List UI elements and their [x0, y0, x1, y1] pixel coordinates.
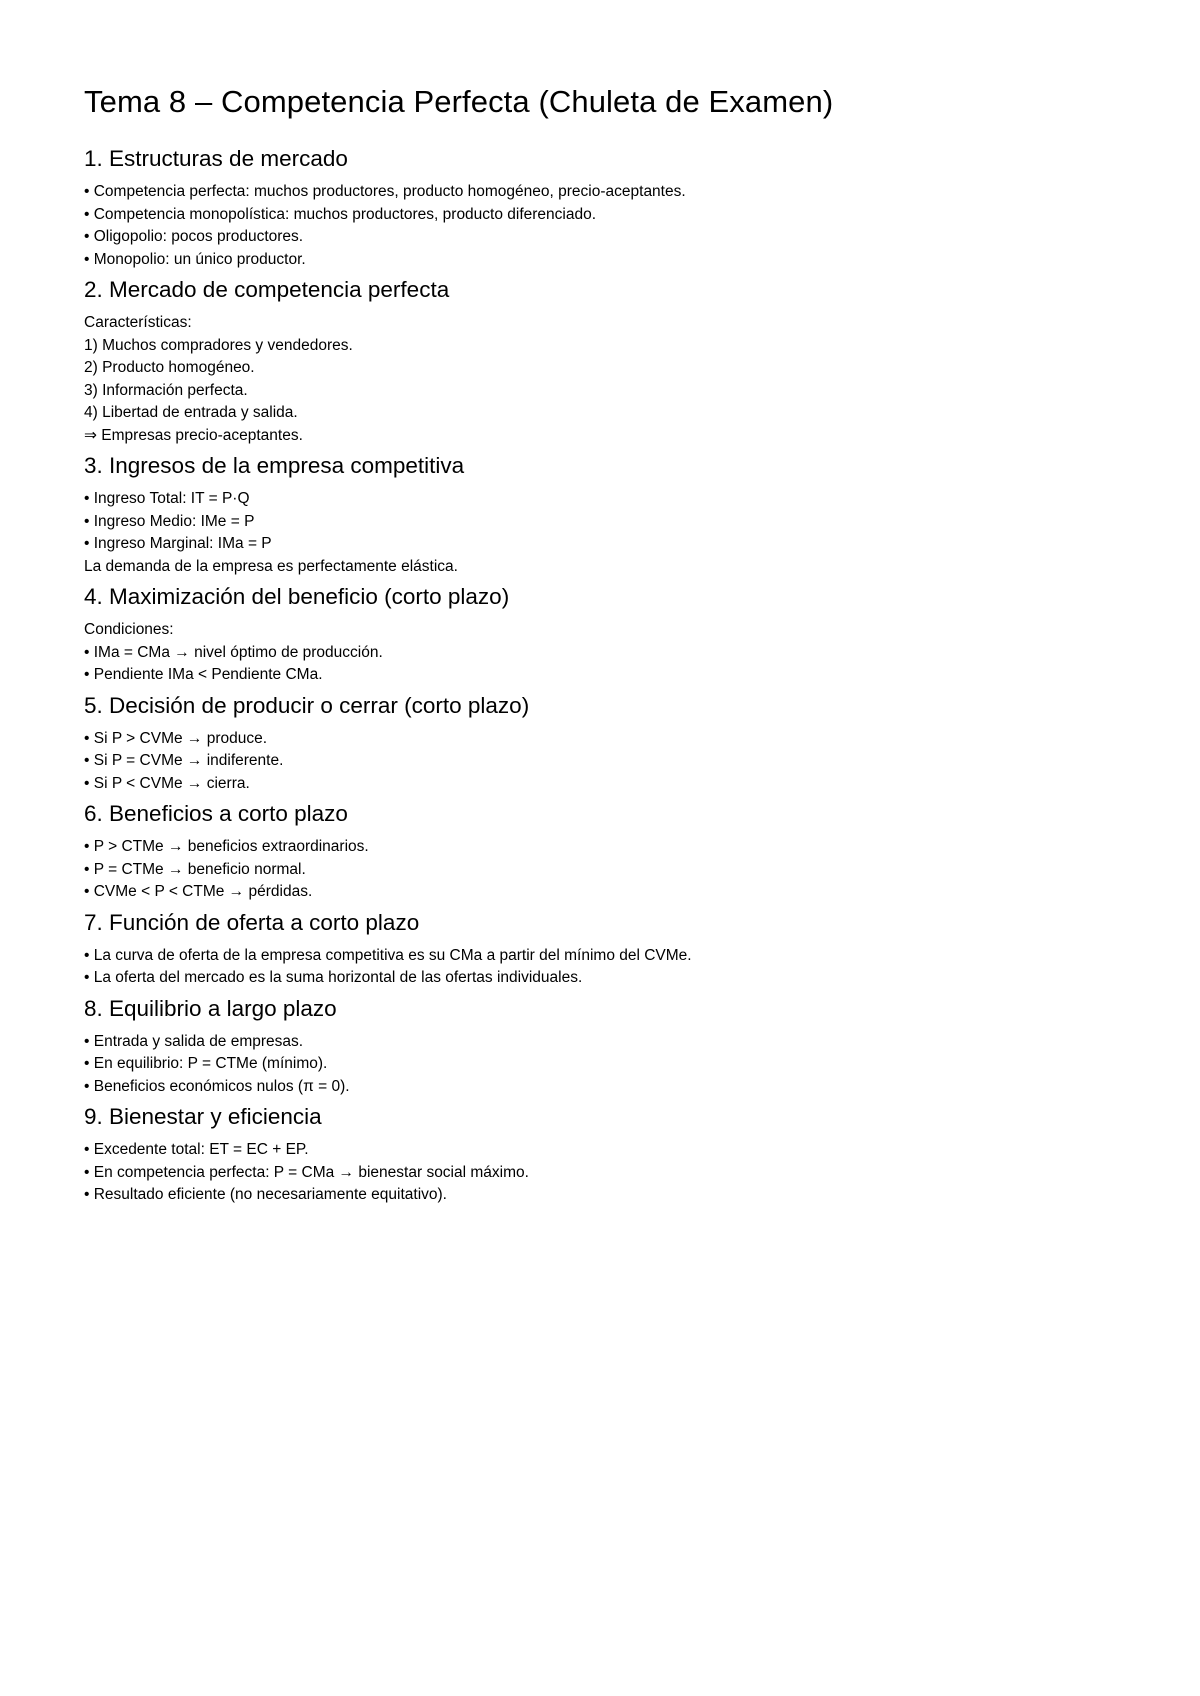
section-short-run-supply: [84, 908, 1114, 990]
list-item: • CVMe < P < CTMe → pérdidas.: [84, 883, 313, 900]
list-item: • P = CTMe → beneficio normal.: [84, 860, 306, 878]
section-welfare-efficiency: [84, 1102, 1114, 1207]
section-market-structures: [84, 144, 1114, 271]
section-heading: 8. Equilibrio a largo plazo: [84, 995, 337, 1021]
document-page: [84, 82, 1114, 1211]
section-heading: 7. Función de oferta a corto plazo: [84, 909, 420, 935]
list-item: • Oligopolio: pocos productores.: [84, 228, 304, 245]
list-item: • Resultado eficiente (no necesariamente equitativo).: [84, 1186, 447, 1203]
list-item: • En equilibrio: P = CTMe (mínimo).: [84, 1055, 328, 1072]
list-item: 3) Información perfecta.: [84, 381, 248, 399]
section-heading: 6. Beneficios a corto plazo: [84, 801, 348, 826]
list-item: • Entrada y salida de empresas.: [84, 1032, 304, 1050]
list-item: • Si P = CVMe → indiferente.: [84, 752, 284, 769]
document-title: Tema 8 – Competencia Perfecta (Chuleta de Examen): [84, 84, 834, 119]
list-item: 4) Libertad de entrada y salida.: [84, 404, 298, 421]
section-heading: 2. Mercado de competencia perfecta: [84, 277, 450, 302]
list-item: La demanda de la empresa es perfectamente elástica.: [84, 557, 458, 575]
list-item: • La curva de oferta de la empresa competitiva es su CMa a partir del mínimo del CVMe.: [84, 946, 692, 964]
section-heading: 3. Ingresos de la empresa competitiva: [84, 453, 465, 478]
list-item: • Ingreso Total: IT = P·Q: [84, 490, 250, 507]
list-item: • Ingreso Medio: IMe = P: [84, 512, 255, 530]
list-item: Condiciones:: [84, 621, 174, 638]
list-item: • P > CTMe → beneficios extraordinarios.: [84, 838, 369, 855]
section-short-run-profits: [84, 799, 1114, 904]
section-revenues: [84, 451, 1114, 578]
section-profit-maximization: [84, 582, 1114, 687]
list-item: • Excedente total: ET = EC + EP.: [84, 1141, 309, 1158]
list-item: • Competencia perfecta: muchos productores, producto homogéneo, precio-aceptantes.: [84, 183, 686, 200]
section-heading: 1. Estructuras de mercado: [84, 146, 348, 171]
section-heading: 5. Decisión de producir o cerrar (corto plazo): [84, 692, 530, 718]
list-item: • Pendiente IMa < Pendiente CMa.: [84, 666, 323, 683]
list-item: 2) Producto homogéneo.: [84, 359, 255, 376]
list-item: • Competencia monopolística: muchos productores, producto diferenciado.: [84, 205, 597, 223]
list-item: • IMa = CMa → nivel óptimo de producción.: [84, 643, 383, 661]
section-produce-or-shutdown: [84, 691, 1114, 796]
list-item: Características:: [84, 314, 192, 331]
section-heading: 4. Maximización del beneficio (corto plazo): [84, 584, 510, 609]
list-item: • Beneficios económicos nulos (π = 0).: [84, 1077, 350, 1095]
list-item: • La oferta del mercado es la suma horizontal de las ofertas individuales.: [84, 969, 583, 986]
section-long-run-equilibrium: [84, 994, 1114, 1099]
list-item: • Monopolio: un único productor.: [84, 250, 306, 268]
list-item: 1) Muchos compradores y vendedores.: [84, 336, 353, 354]
list-item: ⇒ Empresas precio-aceptantes.: [84, 426, 303, 444]
list-item: • Si P < CVMe → cierra.: [84, 774, 250, 792]
list-item: • Si P > CVMe → produce.: [84, 729, 268, 747]
list-item: • En competencia perfecta: P = CMa → bienestar social máximo.: [84, 1163, 529, 1181]
section-heading: 9. Bienestar y eficiencia: [84, 1104, 322, 1129]
list-item: • Ingreso Marginal: IMa = P: [84, 535, 272, 552]
section-perfect-competition-market: [84, 275, 1114, 447]
